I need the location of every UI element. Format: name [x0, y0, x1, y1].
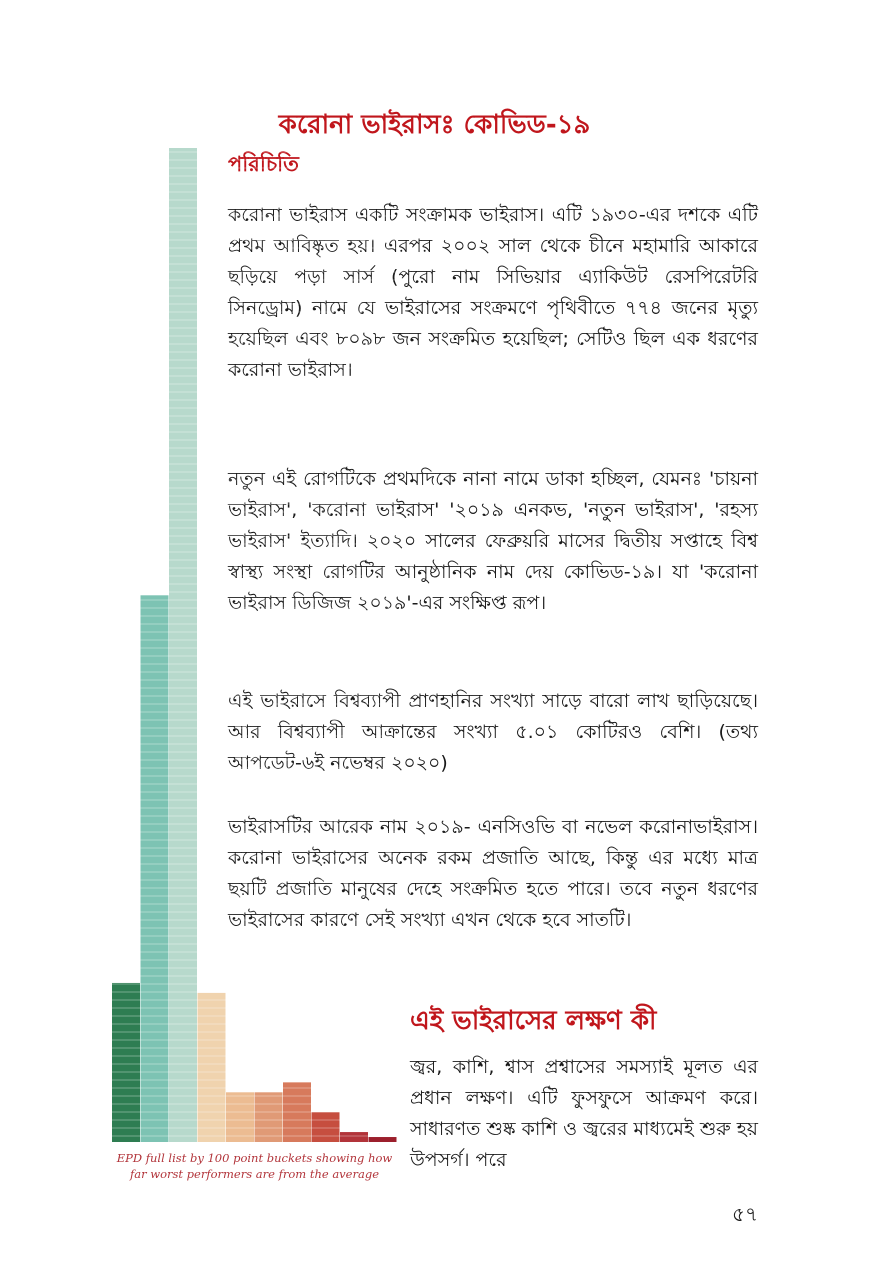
page-number: ৫৭: [732, 1202, 758, 1226]
paragraph-4: ভাইরাসটির আরেক নাম ২০১৯- এনসিওভি বা নভেল করোনাভাইরাস। করোনা ভাইরাসের অনেক রকম প্রজাতি আছে, কিন্তু এর মধ্যে মাত্র ছয়টি প্রজাতি মানুষের দেহে সংক্রমিত হতে পারে। তবে নতুন ধরণের ভাইরাসের কারণে সেই সংখ্যা এখন থেকে হবে সাতটি।: [228, 816, 758, 931]
chart-bar-2: [141, 595, 169, 1142]
paragraph-1: করোনা ভাইরাস একটি সংক্রামক ভাইরাস। এটি ১৯৩০-এর দশকে এটি প্রথম আবিষ্কৃত হয়। এরপর ২০০২ সাল থেকে চীনে মহামারি আকারে ছড়িয়ে পড়া সার্স (পুরো নাম সিভিয়ার এ্যাকিউট রেসপিরেটরি সিনড্রোম) নামে যে ভাইরাসের সংক্রমণে পৃথিবীতে ৭৭৪ জনের মৃত্যু হয়েছিল এবং ৮০৯৮ জন সংক্রমিত হয়েছিল; সেটিও ছিল এক ধরণের করোনা ভাইরাস।: [228, 204, 758, 381]
section-heading-symptoms: এই ভাইরাসের লক্ষণ কী: [410, 1006, 657, 1036]
intro-heading: পরিচিতি: [228, 152, 299, 176]
paragraph-2: নতুন এই রোগটিকে প্রথমদিকে নানা নামে ডাকা হচ্ছিল, যেমনঃ 'চায়না ভাইরাস', 'করোনা ভাইরাস' '২০১৯ এনকভ, 'নতুন ভাইরাস', 'রহস্য ভাইরাস' ইত্যাদি। ২০২০ সালের ফেব্রুয়রি মাসের দ্বিতীয় সপ্তাহে বিশ্ব স্বাস্থ্য সংস্থা রোগটির আনুষ্ঠানিক নাম দেয় কোভিড-১৯। যা 'করোনা ভাইরাস ডিজিজ ২০১৯'-এর সংক্ষিপ্ত রূপ।: [228, 468, 758, 614]
chart-bar-8: [312, 1112, 340, 1142]
chart-caption: EPD full list by 100 point buckets showing how far worst performers are from the average: [116, 1151, 393, 1181]
page-title: করোনা ভাইরাসঃ কোভিড-১৯: [278, 110, 591, 140]
chart-bar-1: [112, 983, 140, 1142]
bucket-bar-chart: [112, 148, 397, 1142]
symptoms-paragraph: জ্বর, কাশি, শ্বাস প্রশ্বাসের সমস্যাই মূলত এর প্রধান লক্ষণ। এটি ফুসফুসে আক্রমণ করে। সাধারণত শুষ্ক কাশি ও জ্বরের মাধ্যমেই শুরু হয় উপসর্গ। পরে: [410, 1056, 758, 1171]
chart-bar-10: [369, 1137, 397, 1142]
chart-bar-6: [255, 1092, 283, 1142]
chart-bar-5: [226, 1092, 254, 1142]
paragraph-3: এই ভাইরাসে বিশ্বব্যাপী প্রাণহানির সংখ্যা সাড়ে বারো লাখ ছাড়িয়েছে। আর বিশ্বব্যাপী আক্রান্তের সংখ্যা ৫.০১ কোটিরও বেশি। (তথ্য আপডেট-৬ই নভেম্বর ২০২০): [228, 690, 758, 774]
chart-bar-9: [340, 1132, 368, 1142]
chart-bar-3: [169, 148, 197, 1142]
